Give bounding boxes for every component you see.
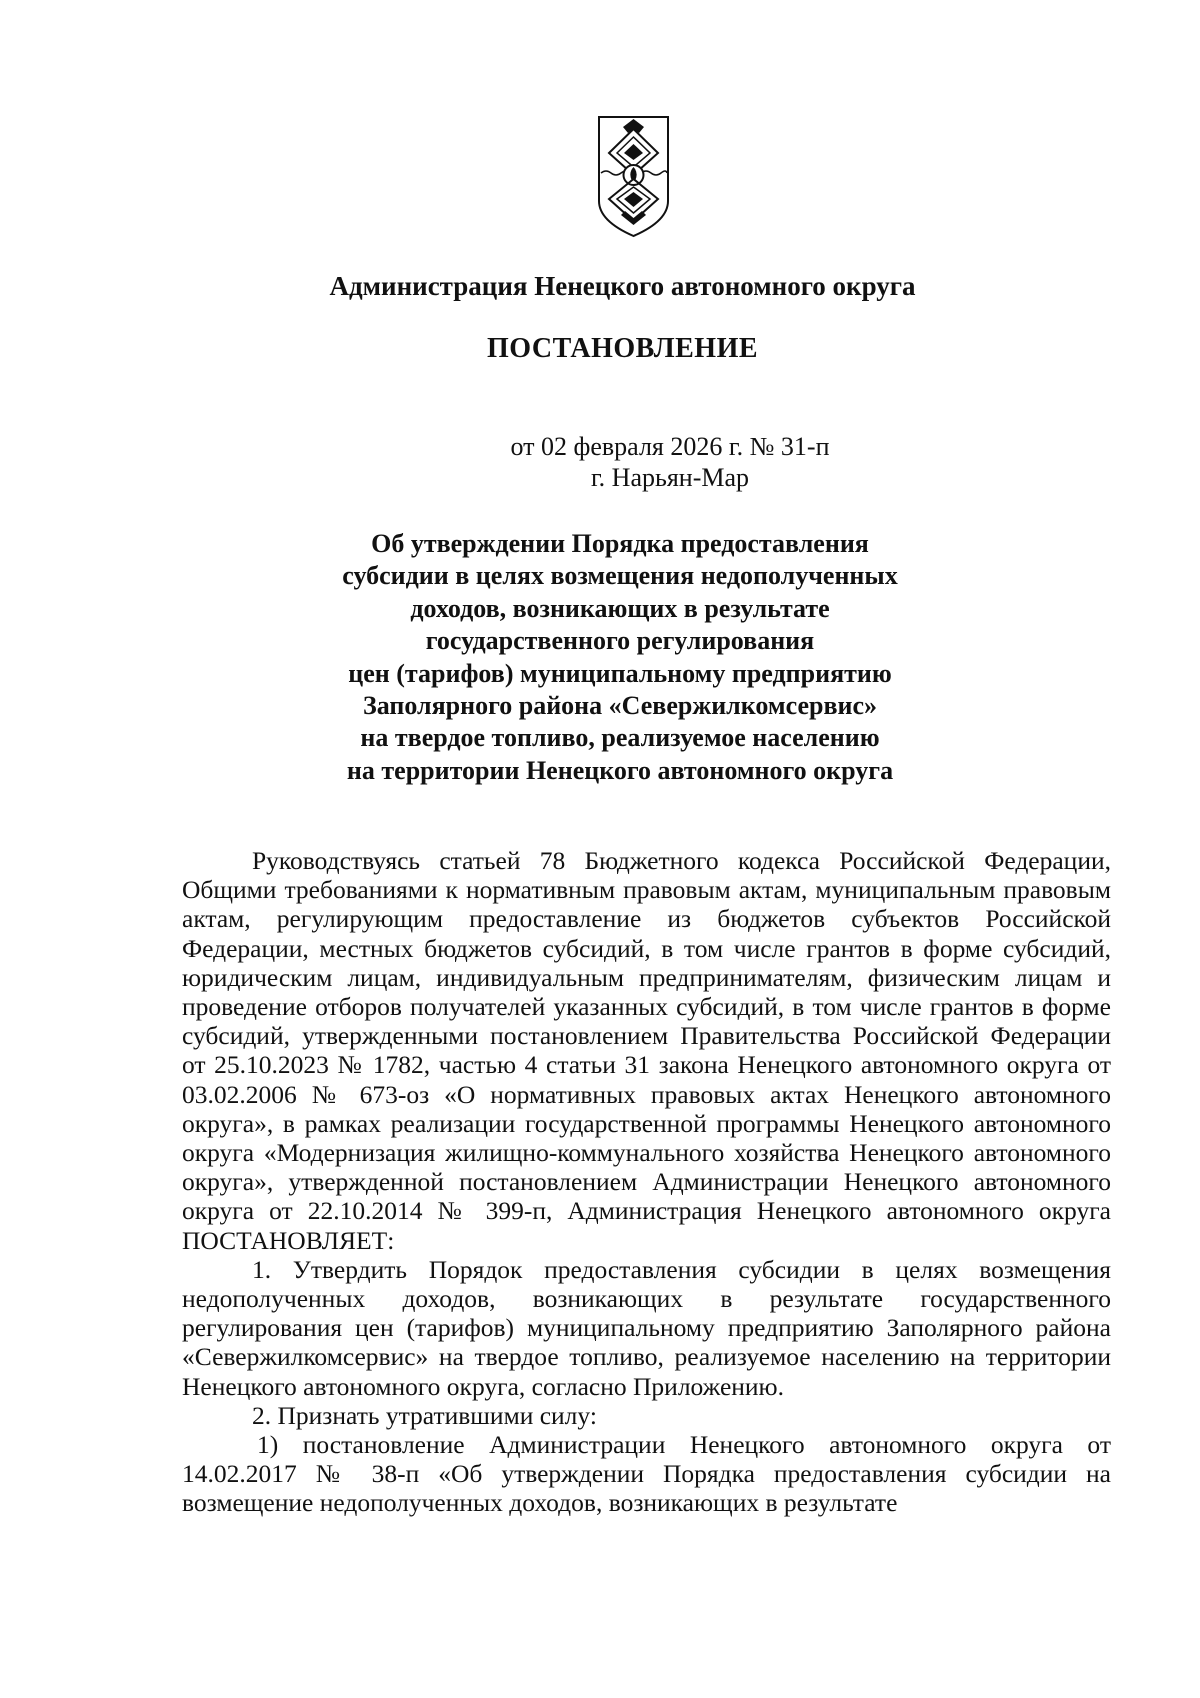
title-line: цен (тарифов) муниципальному предприятию	[348, 658, 892, 688]
city-line: г. Нарьян-Мар	[590, 463, 750, 492]
title-line: доходов, возникающих в результате	[410, 593, 830, 623]
item-2-1-paragraph: 1) постановление Администрации Ненецкого автономного округа от 14.02.2017 № 38-п «Об утверждении Порядка предоставления субсидии на возмещение недополученных доходов, возникающих в результате	[182, 1430, 1111, 1518]
title-line: субсидии в целях возмещения недополученных	[342, 561, 898, 591]
item-2-paragraph: 2. Признать утратившими силу:	[252, 1400, 597, 1430]
preamble-paragraph: Руководствуясь статьей 78 Бюджетного кодекса Российской Федерации, Общими требованиями к нормативным правовым актам, муниципальным правовым актам, регулирующим предоставление из бюджетов субъектов Российской Федерации, местных бюджетов субсидий, в том числе грантов в форме субсидий, юридическим лицам, индивидуальным предпринимателям, физическим лицам и проведение отборов получателей указанных субсидий, в том числе грантов в форме субсидий, утвержденными постановлением Правительства Российской Федерации от 25.10.2023 № 1782, частью 4 статьи 31 закона Ненецкого автономного округа от 03.02.2006 № 673-оз «О нормативных правовых актах Ненецкого автономного округа», в рамках реализации государственной программы Ненецкого автономного округа «Модернизация жилищно-коммунального хозяйства Ненецкого автономного округа», утвержденной постановлением Администрации Ненецкого автономного округа от 22.10.2014 № 399-п, Администрация Ненецкого автономного округа ПОСТАНОВЛЯЕТ:	[182, 846, 1111, 1255]
title-line: Заполярного района «Севержилкомсервис»	[362, 691, 878, 721]
nenets-coat-of-arms-icon	[597, 115, 670, 238]
title-line: на твердое топливо, реализуемое населению	[360, 723, 880, 753]
title-line: Об утверждении Порядка предоставления	[371, 529, 869, 558]
title-line: на территории Ненецкого автономного округа	[346, 755, 894, 785]
date-number-line: от 02 февраля 2026 г. № 31-п	[510, 432, 830, 461]
document-type: ПОСТАНОВЛЕНИЕ	[486, 333, 759, 364]
title-line: государственного регулирования	[425, 626, 815, 656]
item-1-paragraph: 1. Утвердить Порядок предоставления субсидии в целях возмещения недополученных доходов, возникающих в результате государственного регулирования цен (тарифов) муниципальному предприятию Заполярного района «Севержилкомсервис» на твердое топливо, реализуемое населению на территории Ненецкого автономного округа, согласно Приложению.	[182, 1254, 1111, 1401]
authority-name: Администрация Ненецкого автономного округа	[329, 271, 916, 301]
body-text	[182, 846, 1111, 1518]
document-title	[0, 528, 1200, 787]
